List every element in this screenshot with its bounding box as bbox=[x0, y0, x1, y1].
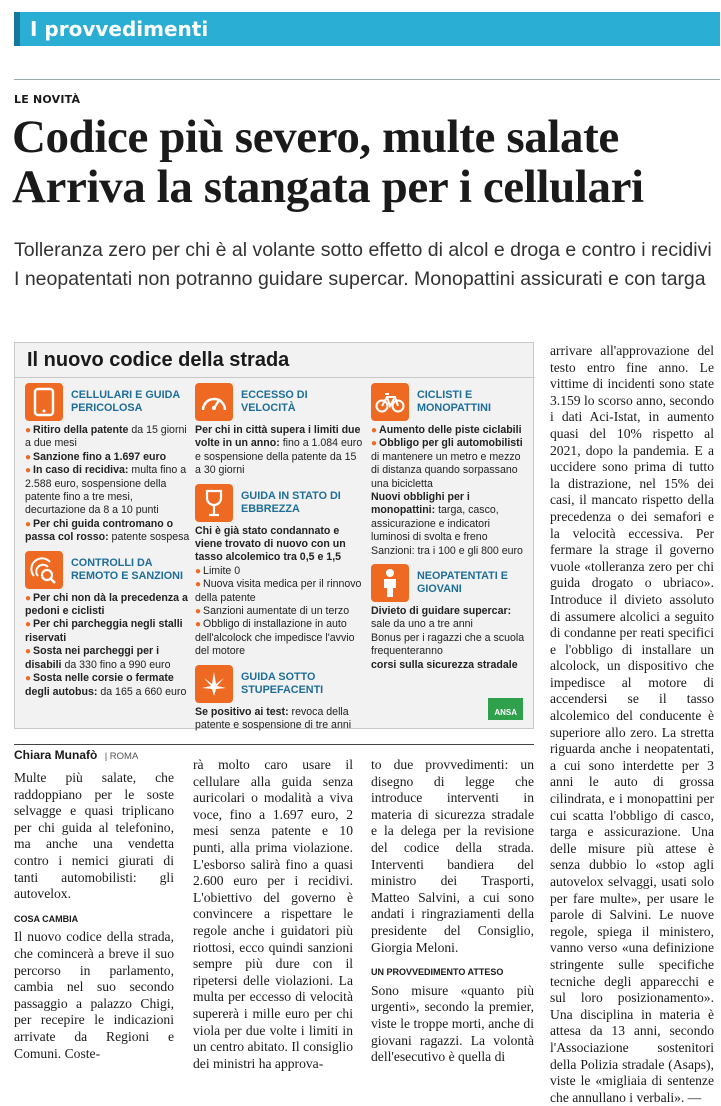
bullet-icon: ● bbox=[25, 646, 32, 658]
section-controlli bbox=[25, 551, 191, 699]
section-ebbrezza bbox=[195, 484, 365, 659]
section-item bbox=[195, 525, 365, 565]
cannabis-leaf-icon bbox=[195, 665, 233, 703]
infobox bbox=[14, 342, 534, 732]
item-bold-text: Sanzione fino a 1.697 euro bbox=[33, 450, 167, 463]
dateline: | ROMA bbox=[104, 751, 139, 762]
item-bold-text: Se positivo ai test: bbox=[195, 705, 289, 718]
infobox-column-3 bbox=[371, 383, 531, 678]
bullet-icon: ● bbox=[371, 425, 378, 436]
infobox-column-1 bbox=[25, 383, 191, 705]
bullet-icon: ● bbox=[25, 592, 32, 604]
section-item bbox=[25, 645, 191, 672]
bullet-icon: ● bbox=[195, 619, 202, 631]
bullet-icon: ● bbox=[25, 619, 32, 631]
section-item bbox=[371, 424, 531, 437]
section-item bbox=[195, 618, 365, 658]
kicker: LE NOVITÀ bbox=[14, 93, 81, 106]
item-text: sale da uno a tre anni bbox=[371, 618, 473, 631]
section-item bbox=[25, 451, 191, 464]
section-stupefacenti bbox=[195, 665, 365, 733]
section-title: CELLULARI E GUIDA PERICOLOSA bbox=[71, 389, 180, 414]
item-bold-text: Per chi parcheggia negli stalli riservati bbox=[25, 618, 183, 644]
item-text: Obbligo di installazione in auto dell'alcolock che impedisce l'avvio del motore bbox=[195, 618, 355, 658]
subheadline bbox=[14, 236, 720, 294]
section-item bbox=[371, 437, 531, 491]
bullet-icon: ● bbox=[25, 425, 32, 436]
item-bold-text: In caso di recidiva: bbox=[33, 464, 129, 477]
article-column-3 bbox=[371, 757, 534, 1066]
author-name: Chiara Munafò bbox=[14, 748, 98, 762]
item-text: fino a 1.084 euro e sospensione della patente da 15 a 30 giorni bbox=[195, 437, 363, 477]
headline bbox=[12, 112, 720, 212]
item-text: targa, casco, assicurazione e indicatori luminosi di svolta e freno bbox=[371, 504, 499, 544]
section-item bbox=[195, 578, 365, 605]
paragraph-heading: COSA CAMBIA bbox=[14, 913, 79, 924]
bullet-icon: ● bbox=[25, 451, 32, 463]
ansa-logo: ANSA bbox=[488, 698, 523, 720]
dateline-place: ROMA bbox=[109, 751, 139, 762]
article-lead: Multe più salate, che raddoppiano per le soste selvagge e quasi triplicano per chi guida al telefonino, ma anche una vendetta contro i nemici giurati di tanti automobilisti: gli autovelox. bbox=[14, 770, 174, 902]
item-bold-text: Per chi in città supera i limiti due volte in un anno: bbox=[195, 424, 361, 450]
article-paragraph: rà molto caro usare il cellulare alla guida senza auricolari o modalità a viva voce, fino a 1.697 euro, 2 mesi senza patente e 10 punti, alla prima violazione. L'esborso salirà fino a quasi 2.600 euro per i recidivi. L'obiettivo del governo è convincere a rispettare le regole anche i guidatori più riottosi, ecco quindi sanzioni sempre più dure con il ripetersi delle violazioni. La multa per eccesso di velocità supererà i mille euro per chi viola per due volte i limiti in un centro abitato. Il consiglio dei ministri ha approva- bbox=[193, 757, 353, 1071]
item-bold-text: Ritiro della patente bbox=[33, 424, 129, 436]
bullet-icon: ● bbox=[195, 579, 202, 591]
item-text: da 165 a 660 euro bbox=[97, 685, 187, 698]
item-text: Limite 0 bbox=[203, 564, 241, 577]
item-text: da 15 giorni a due mesi bbox=[25, 424, 187, 450]
section-item bbox=[25, 424, 191, 451]
item-bold-text: Sosta nei parcheggi per i disabili bbox=[25, 645, 160, 671]
item-text: revoca della patente e sospensione di tre anni bbox=[195, 705, 352, 732]
article-paragraph: Sono misure «quanto più urgenti», secondo la premier, viste le troppe morti, anche di giovani ragazzi. La volontà dell'esecutivo è quella di bbox=[371, 982, 534, 1065]
section-item bbox=[371, 632, 531, 659]
infobox-column-2 bbox=[195, 383, 365, 739]
bullet-icon: ● bbox=[25, 465, 32, 477]
section-item bbox=[371, 659, 531, 672]
section-item bbox=[25, 672, 191, 699]
article-paragraph: to due provvedimenti: un disegno di legge che introduce interventi in materia di sicurezza stradale e la delega per la revisione del codice della strada. Interventi bandiera del ministro dei Trasporti, Matteo Salvini, a cui sono andati i ringraziamenti della presidente del Consiglio, Giorgia Meloni. bbox=[371, 757, 534, 955]
section-banner: I provvedimenti bbox=[14, 12, 720, 46]
article-paragraph: Il nuovo codice della strada, che comincerà a breve il suo percorso in parlamento, cambia nel suo secondo passaggio a palazzo Chigi, per recepire le indicazioni arrivate da Regioni e Comuni. Coste- bbox=[14, 929, 174, 1061]
item-bold-text: Aumento delle piste ciclabili bbox=[379, 424, 522, 436]
bullet-icon: ● bbox=[25, 518, 32, 530]
section-title: NEOPATENTATI E GIOVANI bbox=[417, 570, 508, 596]
item-text: di mantenere un metro e mezzo di distanza quando sorpassano una bicicletta bbox=[371, 450, 521, 490]
item-text: multa fino a 2.588 euro, sospensione della patente fino a tre mesi, decurtazione da 8 a 10 punti bbox=[25, 464, 187, 517]
item-bold-text: Obbligo per gli automobilisti bbox=[379, 437, 523, 450]
bullet-icon: ● bbox=[25, 673, 32, 685]
section-title: CICLISTI E MONOPATTINI bbox=[417, 389, 491, 414]
item-text: Bonus per i ragazzi che a scuola frequenteranno bbox=[371, 631, 525, 658]
section-title: CONTROLLI DA REMOTO E SANZIONI bbox=[71, 556, 183, 582]
item-bold-text: Chi è già stato condannato e viene trovato di nuovo con un tasso alcolemico tra 0,5 e 1,5 bbox=[195, 524, 346, 564]
section-title: ECCESSO DI VELOCITÀ bbox=[241, 389, 308, 414]
section-item bbox=[195, 605, 365, 618]
section-cellulari bbox=[25, 383, 191, 545]
section-item bbox=[195, 424, 365, 478]
smartphone-icon bbox=[25, 383, 63, 421]
item-bold-text: corsi sulla sicurezza stradale bbox=[371, 658, 518, 671]
section-title: GUIDA IN STATO DI EBBREZZA bbox=[241, 489, 341, 515]
bullet-icon: ● bbox=[195, 606, 202, 618]
section-ciclisti bbox=[371, 383, 531, 558]
section-item bbox=[25, 618, 191, 645]
bullet-icon: ● bbox=[195, 565, 202, 577]
section-item bbox=[371, 605, 531, 632]
section-item bbox=[25, 518, 191, 545]
subheadline-line-2: I neopatentati non potranno guidare supercar. Monopattini assicurati e con targa bbox=[14, 268, 706, 290]
section-item bbox=[195, 565, 365, 578]
headline-line-2: Arriva la stangata per i cellulari bbox=[12, 161, 644, 213]
article-column-right: arrivare all'approvazione del testo entro fine anno. Le vittime di incidenti sono state 3.159 lo scorso anno, secondo i dati Aci-Istat, in aumento quasi del 10% rispetto al 2021, dopo la pandemia. E a uccidere sono prima di tutto la distrazione, nel 15% dei casi, il mancato rispetto della precedenza o dei semafori e la velocità eccessiva. Per fermare la strage il governo vuole «tolleranza zero per chi guida drogato o ubriaco». Introduce il divieto assoluto di assumere alcolici a seguito di condanne per reati specifici e l'obbligo di installare un alcolock, un dispositivo che impedisce al motore di accendersi se il tasso alcolemico del conducente è superiore allo zero. La stretta riguarda anche i neopatentati, a cui sono interdette per 3 anni le auto di grossa cilindrata, e i monopattini per cui scatta l'obbligo di casco, targa e assicurazione. Una delle misure più attese è senza dubbio lo «stop agli autovelox selvaggi, usati solo per fare multe», per usare le parole di Salvini. Le nuove regole, spiega il ministero, vanno verso «una definizione stringente sulle specifiche tecniche degli apparecchi e sul loro posizionamento». Una disciplina in materia è attesa da 13 anni, secondo l'Associazione sostenitori della Polizia stradale (Asaps), viste le «migliaia di sentenze che annullano i verbali». — bbox=[550, 343, 714, 1105]
item-text: Nuova visita medica per il rinnovo della patente bbox=[195, 578, 362, 604]
article-column-1 bbox=[14, 770, 174, 1062]
item-bold-text: Nuovi obblighi per i monopattini: bbox=[371, 491, 470, 517]
item-bold-text: Sosta nelle corsie o fermate degli autobus: bbox=[25, 672, 174, 698]
item-text: Sanzioni aumentate di un terzo bbox=[203, 605, 350, 618]
speedometer-icon bbox=[195, 383, 233, 421]
article-column-2 bbox=[193, 757, 353, 1072]
item-bold-text: Per chi guida contromano o passa col rosso: bbox=[25, 517, 174, 544]
subheadline-line-1: Tolleranza zero per chi è al volante sotto effetto di alcol e droga e contro i recidivi bbox=[14, 239, 712, 261]
section-item bbox=[195, 706, 365, 733]
paragraph-heading: UN PROVVEDIMENTO ATTESO bbox=[371, 967, 504, 978]
bullet-icon: ● bbox=[371, 438, 378, 450]
item-text: Sanzioni: tra i 100 e gli 800 euro bbox=[371, 544, 523, 557]
wine-glass-icon bbox=[195, 484, 233, 522]
section-item bbox=[371, 545, 531, 558]
section-neopatentati bbox=[371, 564, 531, 672]
section-item bbox=[25, 592, 191, 619]
infobox-title: Il nuovo codice della strada bbox=[27, 349, 290, 371]
section-title: GUIDA SOTTO STUPEFACENTI bbox=[241, 670, 324, 696]
young-driver-icon bbox=[371, 564, 409, 602]
item-text: patente sospesa bbox=[108, 531, 190, 544]
divider bbox=[15, 377, 535, 378]
bicycle-icon bbox=[371, 383, 409, 421]
section-item bbox=[25, 464, 191, 518]
section-item bbox=[371, 491, 531, 545]
item-text: da 330 fino a 990 euro bbox=[61, 658, 171, 671]
item-bold-text: Per chi non dà la precedenza a pedoni e ciclisti bbox=[25, 591, 188, 618]
camera-radar-icon bbox=[25, 551, 63, 589]
headline-line-1: Codice più severo, multe salate bbox=[12, 111, 619, 163]
divider bbox=[14, 79, 720, 80]
item-bold-text: Divieto di guidare supercar: bbox=[371, 605, 512, 618]
section-velocita bbox=[195, 383, 365, 478]
